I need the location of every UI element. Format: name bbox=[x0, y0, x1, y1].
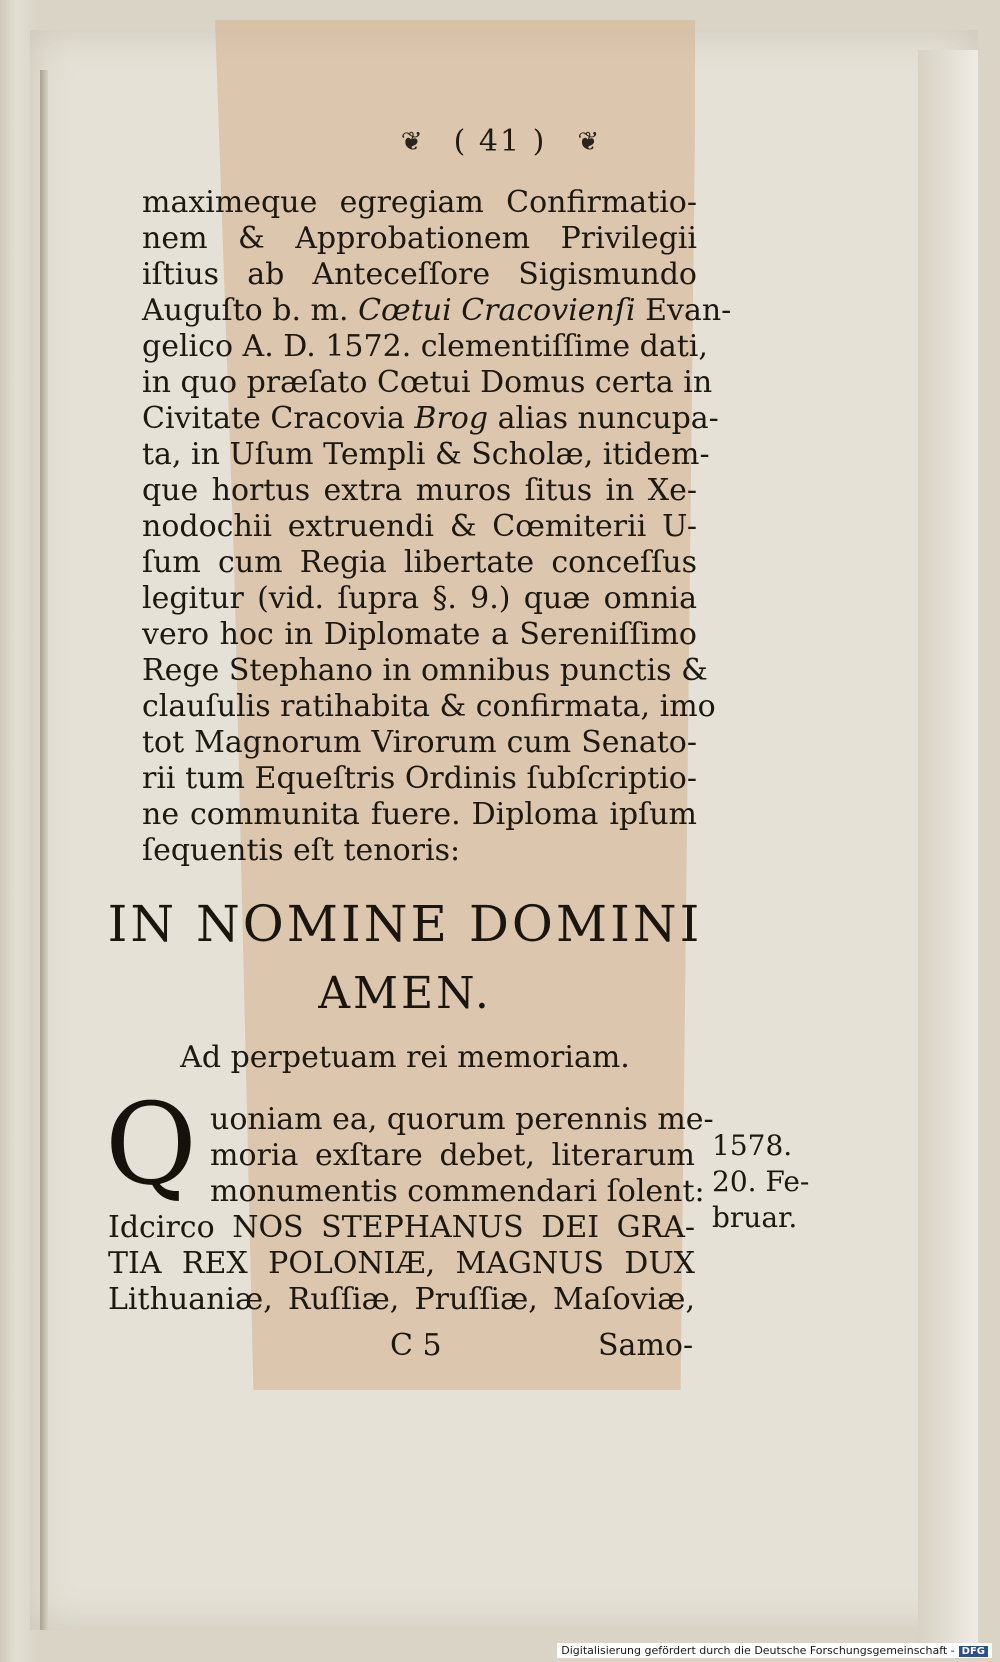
text-line: gelico A. D. 1572. clementiſſime dati, bbox=[142, 329, 708, 364]
text-line: ta, in Uſum Templi & Scholæ, itidem- bbox=[142, 437, 710, 472]
diploma-continuation bbox=[108, 1210, 695, 1318]
digitization-credit bbox=[557, 1643, 992, 1658]
ornament-right-icon: ❦ bbox=[577, 126, 600, 157]
heading-title: IN NOMINE DOMINI bbox=[107, 895, 703, 953]
text-line: Idcirco NOS STEPHANUS DEI GRA- bbox=[108, 1210, 695, 1245]
text-line: nem & Approbationem Privilegii bbox=[142, 221, 697, 256]
text-line: Lithuaniæ, Ruſſiæ, Pruſſiæ, Maſoviæ, bbox=[108, 1282, 695, 1317]
text-line: tot Magnorum Virorum cum Senato- bbox=[142, 725, 697, 760]
page-right-edge bbox=[918, 50, 978, 1650]
text-line: legitur (vid. ſupra §. 9.) quæ omnia bbox=[142, 581, 697, 616]
body-text bbox=[142, 185, 732, 869]
text-line: maximeque egregiam Confirmatio- bbox=[142, 185, 697, 220]
drop-cap: Q bbox=[105, 1080, 197, 1210]
credit-text: Digitalisierung gefördert durch die Deutsche Forschungsgemeinschaft - bbox=[561, 1644, 955, 1657]
signature-mark: C 5 bbox=[390, 1328, 442, 1363]
page-fold bbox=[40, 70, 48, 1630]
text-line: iſtius ab Anteceſſore Sigismundo bbox=[142, 257, 697, 292]
catchword: Samo- bbox=[598, 1328, 694, 1363]
text-segment: Civitate Cracovia bbox=[142, 401, 405, 436]
heading-subtitle: Ad perpetuam rei memoriam. bbox=[180, 1040, 630, 1075]
text-line: clauſulis ratihabita & confirmata, imo bbox=[142, 689, 716, 724]
text-line bbox=[142, 401, 719, 437]
text-segment: Evan- bbox=[645, 293, 732, 328]
margin-day: 20. Fe- bbox=[712, 1165, 810, 1198]
text-line: ſum cum Regia libertate conceſſus bbox=[142, 545, 697, 580]
page-number: ( 41 ) bbox=[453, 124, 547, 159]
text-segment: alias nuncupa- bbox=[497, 401, 719, 436]
text-line bbox=[142, 293, 732, 329]
text-line: monumentis commendari ſolent: bbox=[210, 1174, 705, 1209]
text-line: Rege Stephano in omnibus punctis & bbox=[142, 653, 708, 688]
diploma-opening bbox=[210, 1102, 714, 1210]
ornament-left-icon: ❦ bbox=[400, 126, 423, 157]
text-line: ne communita fuere. Diploma ipſum bbox=[142, 797, 697, 832]
dfg-logo-icon: DFG bbox=[959, 1646, 988, 1657]
margin-note-date bbox=[712, 1128, 809, 1236]
text-line: nodochii extruendi & Cœmiterii U- bbox=[142, 509, 697, 544]
text-line: vero hoc in Diplomate a Sereniſſimo bbox=[142, 617, 697, 652]
margin-month: bruar. bbox=[712, 1201, 798, 1234]
text-line: in quo præſato Cœtui Domus certa in bbox=[142, 365, 713, 400]
margin-year: 1578. bbox=[712, 1129, 793, 1162]
text-line: uoniam ea, quorum perennis me- bbox=[210, 1102, 714, 1137]
text-line: que hortus extra muros ſitus in Xe- bbox=[142, 473, 697, 508]
heading-amen: AMEN. bbox=[318, 968, 492, 1019]
text-line: moria exſtare debet, literarum bbox=[210, 1138, 695, 1173]
text-line: TIA REX POLONIÆ, MAGNUS DUX bbox=[108, 1246, 695, 1281]
text-segment: Auguſto b. m. bbox=[142, 293, 349, 328]
italic-segment: Brog bbox=[414, 401, 489, 436]
italic-segment: Cœtui Cracovienſi bbox=[358, 293, 636, 328]
text-line: rii tum Equeſtris Ordinis ſubſcriptio- bbox=[142, 761, 697, 796]
text-line: ſequentis eſt tenoris: bbox=[142, 833, 461, 868]
page-header bbox=[0, 124, 1000, 159]
